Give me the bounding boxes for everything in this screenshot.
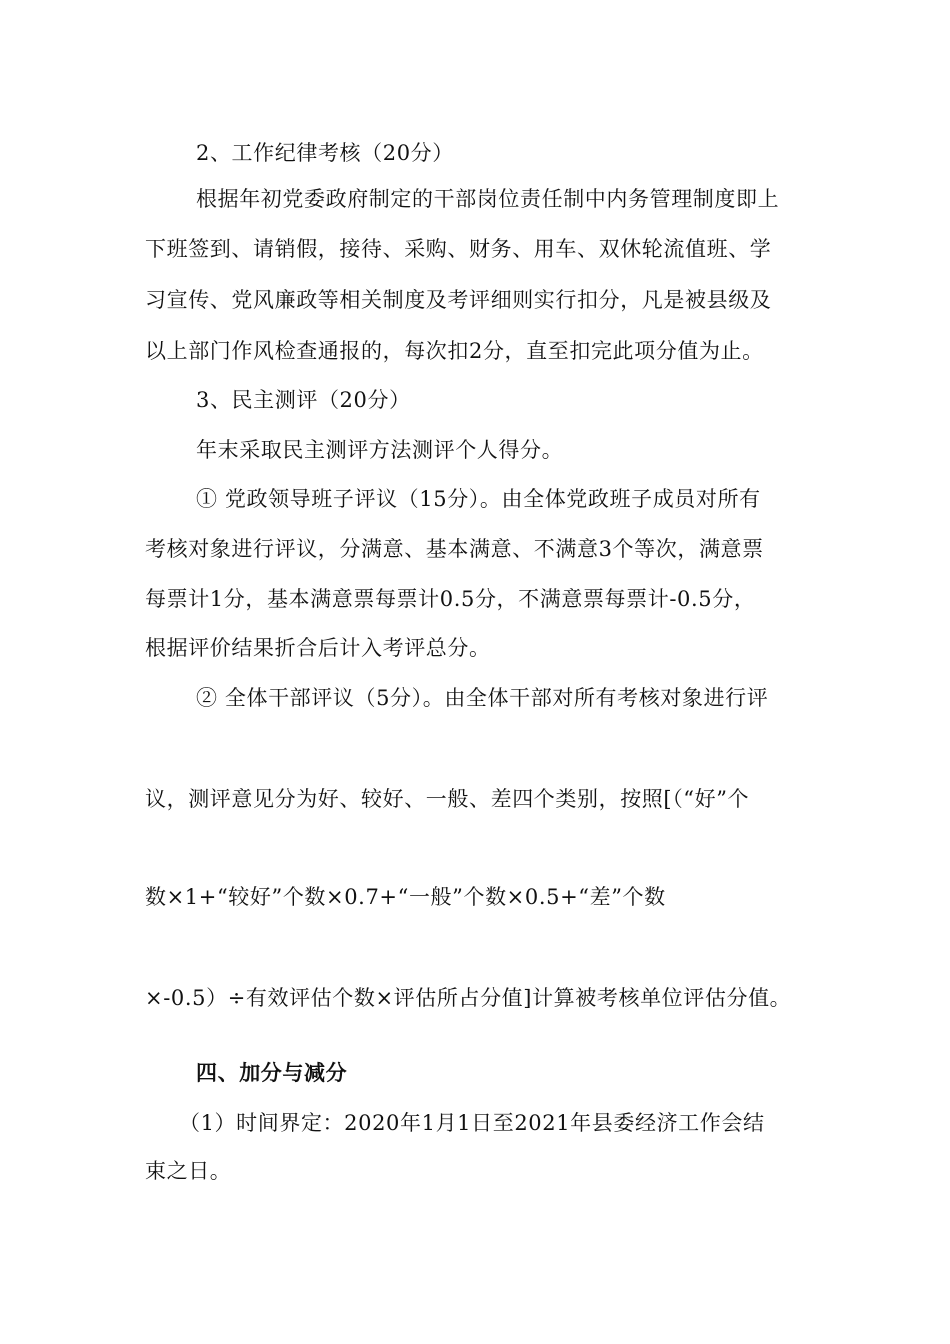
paragraph-line: 下班签到、请销假，接待、采购、财务、用车、双休轮流值班、学 bbox=[145, 237, 772, 261]
paragraph-line: 束之日。 bbox=[145, 1159, 232, 1183]
paragraph-line: 每票计1分，基本满意票每票计0.5分，不满意票每票计-0.5分， bbox=[145, 587, 756, 611]
section-heading-democratic-evaluation: 3、民主测评（20分） bbox=[196, 388, 411, 412]
section-heading-work-discipline: 2、工作纪律考核（20分） bbox=[196, 141, 454, 165]
paragraph-line: 考核对象进行评议，分满意、基本满意、不满意3个等次，满意票 bbox=[145, 537, 764, 561]
paragraph-line: 以上部门作风检查通报的，每次扣2分，直至扣完此项分值为止。 bbox=[145, 339, 764, 363]
paragraph-line: 习宣传、党风廉政等相关制度及考评细则实行扣分，凡是被县级及 bbox=[145, 288, 772, 312]
paragraph-line: 根据年初党委政府制定的干部岗位责任制中内务管理制度即上 bbox=[196, 187, 780, 211]
paragraph-line: 年末采取民主测评方法测评个人得分。 bbox=[196, 438, 564, 462]
paragraph-line: （1）时间界定：2020年1月1日至2021年县委经济工作会结 bbox=[179, 1111, 765, 1135]
section-heading-bonus-and-deduction: 四、加分与减分 bbox=[196, 1060, 348, 1085]
paragraph-line: ② 全体干部评议（5分）。由全体干部对所有考核对象进行评 bbox=[196, 686, 769, 710]
paragraph-line: ① 党政领导班子评议（15分）。由全体党政班子成员对所有 bbox=[196, 487, 761, 511]
paragraph-line: 根据评价结果折合后计入考评总分。 bbox=[145, 636, 491, 660]
paragraph-line: ×-0.5）÷有效评估个数×评估所占分值]计算被考核单位评估分值。 bbox=[145, 986, 792, 1010]
paragraph-line: 议，测评意见分为好、较好、一般、差四个类别，按照[（“好”个 bbox=[145, 787, 750, 811]
paragraph-line: 数×1+“较好”个数×0.7+“一般”个数×0.5+“差”个数 bbox=[145, 885, 666, 909]
